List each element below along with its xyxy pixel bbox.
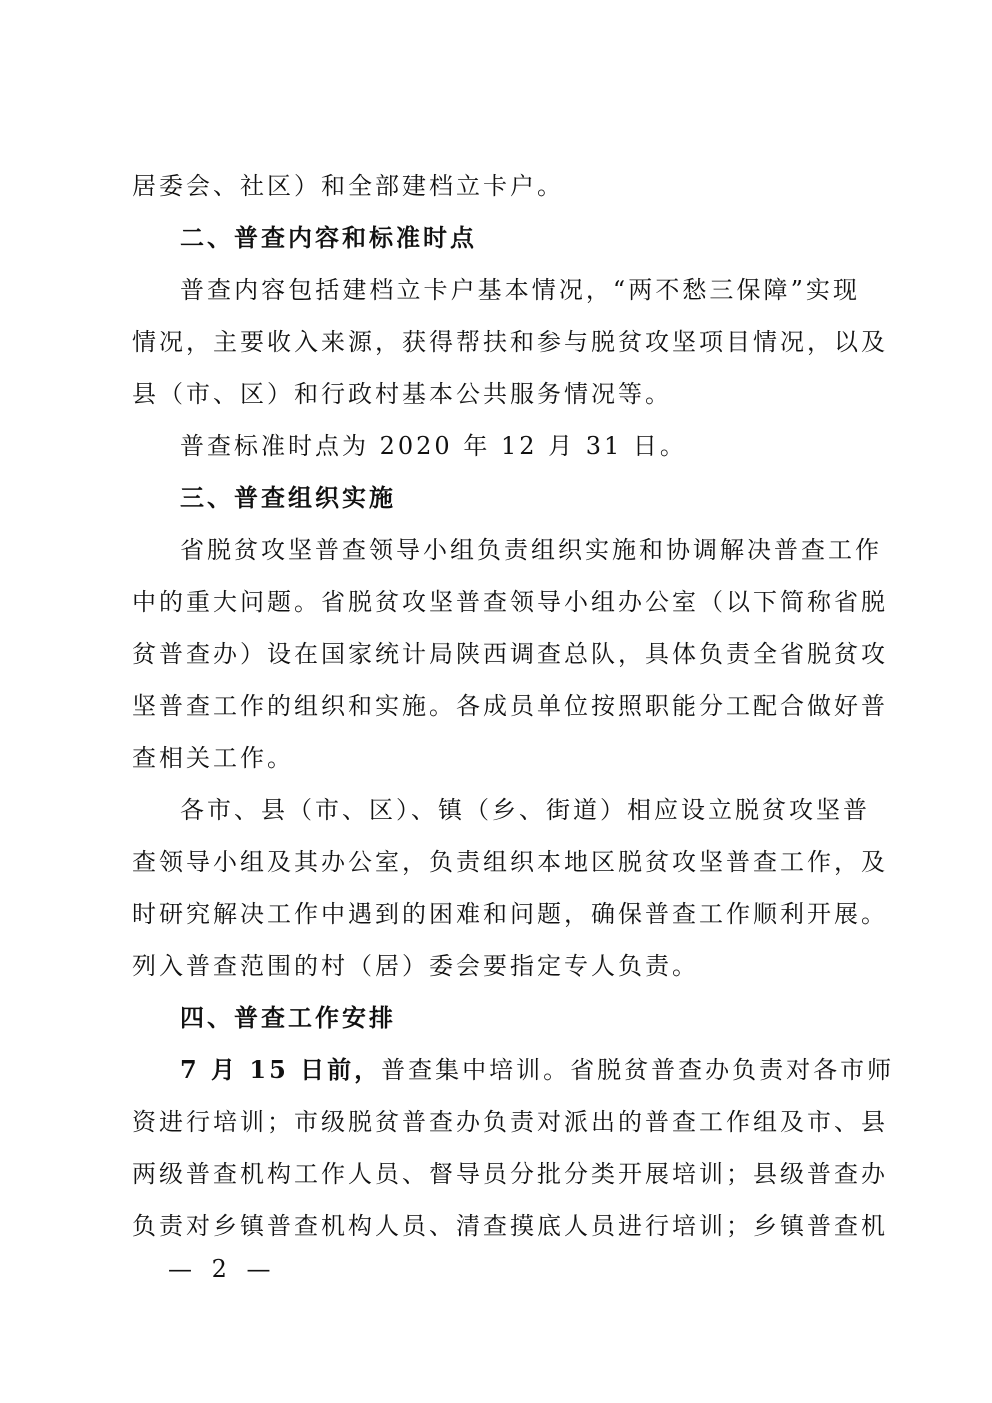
section-heading: 四、普查工作安排 xyxy=(180,1004,396,1032)
paragraph-line: 普查内容包括建档立卡户基本情况，“两不愁三保障”实现 xyxy=(180,276,860,304)
paragraph-line: 查领导小组及其办公室，负责组织本地区脱贫攻坚普查工作，及 xyxy=(132,848,888,876)
paragraph-line: 列入普查范围的村（居）委会要指定专人负责。 xyxy=(132,952,699,980)
paragraph-line: 坚普查工作的组织和实施。各成员单位按照职能分工配合做好普 xyxy=(132,692,888,720)
paragraph-line: 情况，主要收入来源，获得帮扶和参与脱贫攻坚项目情况，以及 xyxy=(132,328,888,356)
paragraph-line: 负责对乡镇普查机构人员、清查摸底人员进行培训；乡镇普查机 xyxy=(132,1212,888,1240)
section-heading: 二、普查内容和标准时点 xyxy=(180,224,477,252)
document-body xyxy=(132,160,895,1252)
paragraph-line: 资进行培训；市级脱贫普查办负责对派出的普查工作组及市、县 xyxy=(132,1108,888,1136)
paragraph-line: 县（市、区）和行政村基本公共服务情况等。 xyxy=(132,380,672,408)
paragraph-line: 贫普查办）设在国家统计局陕西调查总队，具体负责全省脱贫攻 xyxy=(132,640,888,668)
paragraph-line: 各市、县（市、区）、镇（乡、街道）相应设立脱贫攻坚普 xyxy=(180,796,870,824)
line-text: 普查集中培训。省脱贫普查办负责对各市师 xyxy=(381,1056,895,1084)
paragraph-line: 普查标准时点为 2020 年 12 月 31 日。 xyxy=(180,432,687,460)
page-number: — 2 — xyxy=(168,1255,277,1283)
bold-lead-text: 7 月 15 日前， xyxy=(180,1055,382,1084)
paragraph-line: 中的重大问题。省脱贫攻坚普查领导小组办公室（以下简称省脱 xyxy=(132,588,888,616)
paragraph-line: 居委会、社区）和全部建档立卡户。 xyxy=(132,172,564,200)
paragraph-line: 查相关工作。 xyxy=(132,744,294,772)
paragraph-line: 两级普查机构工作人员、督导员分批分类开展培训；县级普查办 xyxy=(132,1160,888,1188)
paragraph-line: 省脱贫攻坚普查领导小组负责组织实施和协调解决普查工作 xyxy=(180,536,882,564)
paragraph-line xyxy=(132,1044,895,1096)
section-heading: 三、普查组织实施 xyxy=(180,484,396,512)
paragraph-line: 时研究解决工作中遇到的困难和问题，确保普查工作顺利开展。 xyxy=(132,900,888,928)
